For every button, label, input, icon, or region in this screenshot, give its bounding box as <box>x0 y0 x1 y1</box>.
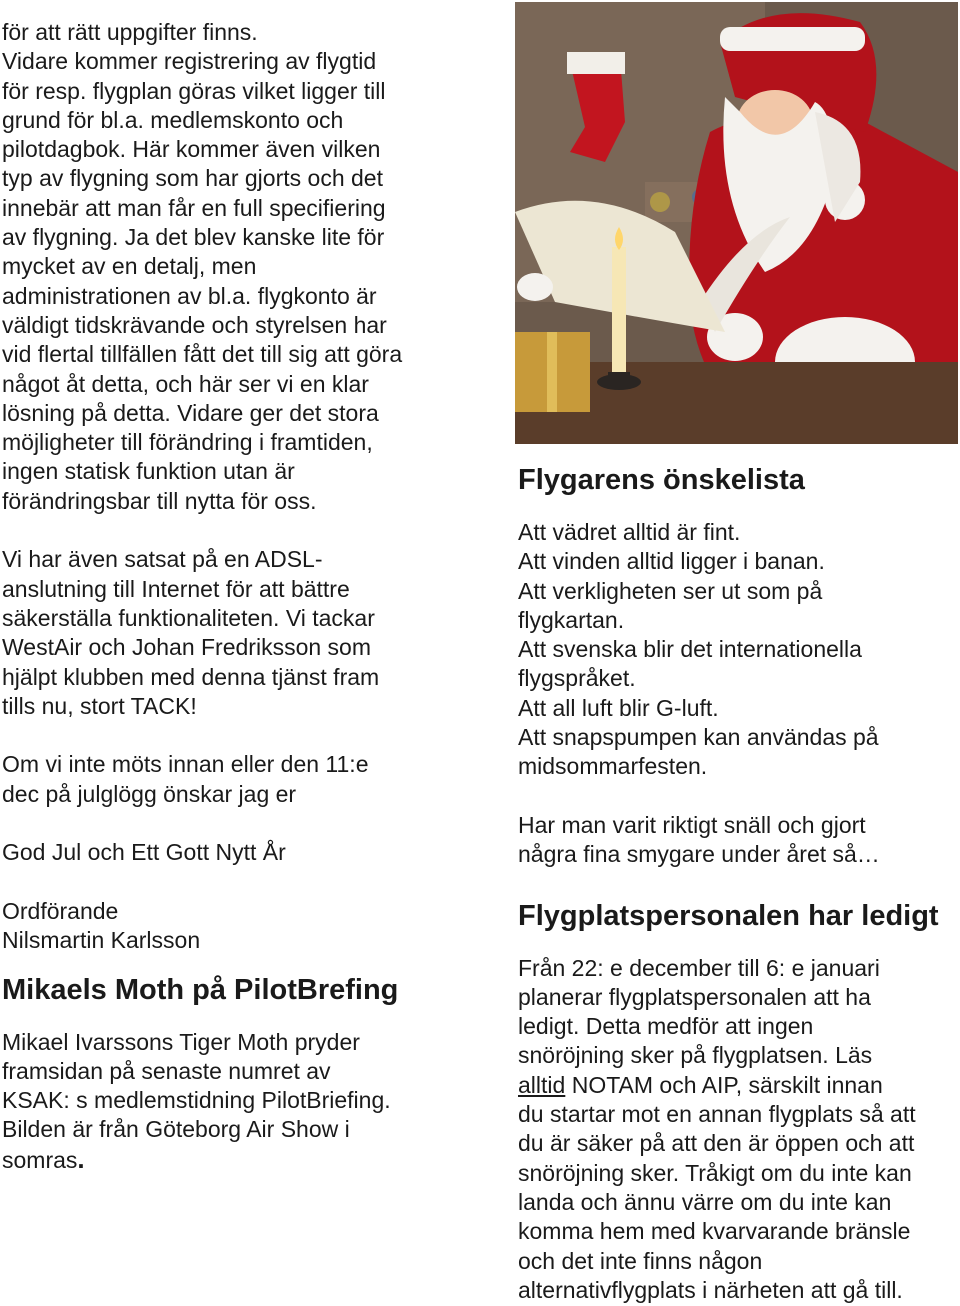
signature <box>2 897 494 956</box>
right-column <box>518 462 958 1305</box>
text-line: förändringsbar till nytta för oss. <box>2 487 317 514</box>
text-line: planerar flygplatspersonalen att ha <box>518 983 871 1010</box>
text-line: lösning på detta. Vidare ger det stora <box>2 399 379 426</box>
text-line: framsidan på senaste numret av <box>2 1057 331 1084</box>
text-line: WestAir och Johan Fredriksson som <box>2 634 371 661</box>
wish-closing <box>518 811 958 870</box>
wishlist-line: flygspråket. <box>518 665 636 692</box>
adsl-paragraph <box>2 545 494 721</box>
wishlist-line: Att svenska blir det internationella <box>518 636 862 663</box>
text-line: Vidare kommer registrering av flygtid <box>2 48 377 75</box>
wishlist-heading: Flygarens önskelista <box>518 464 805 496</box>
text-line: anslutning till Internet för att bättre <box>2 575 350 602</box>
wishlist <box>518 518 958 782</box>
text-line: några fina smygare under året så… <box>518 841 880 868</box>
last-word: somras <box>2 1146 78 1173</box>
text-line: du är säker på att den är öppen och att <box>518 1130 915 1157</box>
signature-role: Ordförande <box>2 897 119 924</box>
text-line: tills nu, stort TACK! <box>2 692 197 719</box>
text-line: ledigt. Detta medför att ingen <box>518 1013 814 1040</box>
wishlist-line: Att vinden alltid ligger i banan. <box>518 548 825 575</box>
text-line: Om vi inte möts innan eller den 11:e <box>2 751 369 778</box>
greeting-text: God Jul och Ett Gott Nytt År <box>2 839 286 866</box>
wishlist-line: flygkartan. <box>518 606 625 633</box>
text-line: möjligheter till förändring i framtiden, <box>2 429 373 456</box>
text-line: för att rätt uppgifter finns. <box>2 19 258 45</box>
text-line: dec på julglögg önskar jag er <box>2 780 297 807</box>
text-line: väldigt tidskrävande och styrelsen har <box>2 311 387 338</box>
text-line: innebär att man får en full specifiering <box>2 194 386 221</box>
staff-heading: Flygplatspersonalen har ledigt <box>518 899 939 932</box>
text-line: Från 22: e december till 6: e januari <box>518 954 880 981</box>
text-line: hjälpt klubben med denna tjänst fram <box>2 663 380 690</box>
text-line: ingen statisk funktion utan är <box>2 458 295 485</box>
text-line: snöröjning sker. Tråkigt om du inte kan <box>518 1159 912 1186</box>
text-line: grund för bl.a. medlemskonto och <box>2 106 344 133</box>
text-line: administrationen av bl.a. flygkonto är <box>2 282 377 309</box>
text-line: Bilden är från Göteborg Air Show i <box>2 1116 350 1143</box>
text-line: vid flertal tillfällen fått det till sig att göra <box>2 341 403 368</box>
text-line: pilotdagbok. Här kommer även vilken <box>2 136 381 163</box>
wishlist-line: Att all luft blir G-luft. <box>518 694 719 721</box>
line-rest: NOTAM och AIP, särskilt innan <box>565 1071 883 1098</box>
staff-paragraph <box>518 954 958 1306</box>
text-line <box>2 1145 494 1175</box>
text-line: för resp. flygplan göras vilket ligger till <box>2 77 386 104</box>
text-line: komma hem med kvarvarande bränsle <box>518 1218 911 1245</box>
text-line: snöröjning sker på flygplatsen. Läs <box>518 1042 873 1069</box>
text-line: Har man varit riktigt snäll och gjort <box>518 811 866 838</box>
text-line <box>518 1071 958 1100</box>
santa-illustration <box>515 2 958 444</box>
text-line: KSAK: s medlemstidning PilotBriefing. <box>2 1087 391 1114</box>
wishlist-line: Att snapspumpen kan användas på <box>518 724 879 751</box>
text-line: typ av flygning som har gjorts och det <box>2 165 383 192</box>
text-line: landa och ännu värre om du inte kan <box>518 1188 892 1215</box>
text-line: något åt detta, och här ser vi en klar <box>2 370 369 397</box>
text-line: mycket av en detalj, men <box>2 253 257 280</box>
santa-photo <box>515 2 958 444</box>
greeting <box>2 838 494 867</box>
underlined-word: alltid <box>518 1071 566 1098</box>
text-line: Mikael Ivarssons Tiger Moth pryder <box>2 1028 360 1055</box>
julglogg-paragraph <box>2 750 494 809</box>
signature-name: Nilsmartin Karlsson <box>2 927 201 954</box>
admin-paragraph <box>2 18 494 516</box>
moth-paragraph <box>2 1028 494 1175</box>
final-period: . <box>77 1143 85 1174</box>
text-line: säkerställa funktionaliteten. Vi tackar <box>2 604 375 631</box>
left-column <box>2 18 494 1175</box>
wishlist-line: Att verkligheten ser ut som på <box>518 577 823 604</box>
text-line: du startar mot en annan flygplats så att <box>518 1101 916 1128</box>
wishlist-line: midsommarfesten. <box>518 753 708 780</box>
moth-heading: Mikaels Moth på PilotBrefing <box>2 973 399 1006</box>
text-line: Vi har även satsat på en ADSL- <box>2 546 323 573</box>
text-line: alternativflygplats i närheten att gå till. <box>518 1276 903 1303</box>
text-line: och det inte finns någon <box>518 1247 763 1274</box>
wishlist-line: Att vädret alltid är fint. <box>518 519 741 545</box>
text-line: av flygning. Ja det blev kanske lite för <box>2 224 385 251</box>
